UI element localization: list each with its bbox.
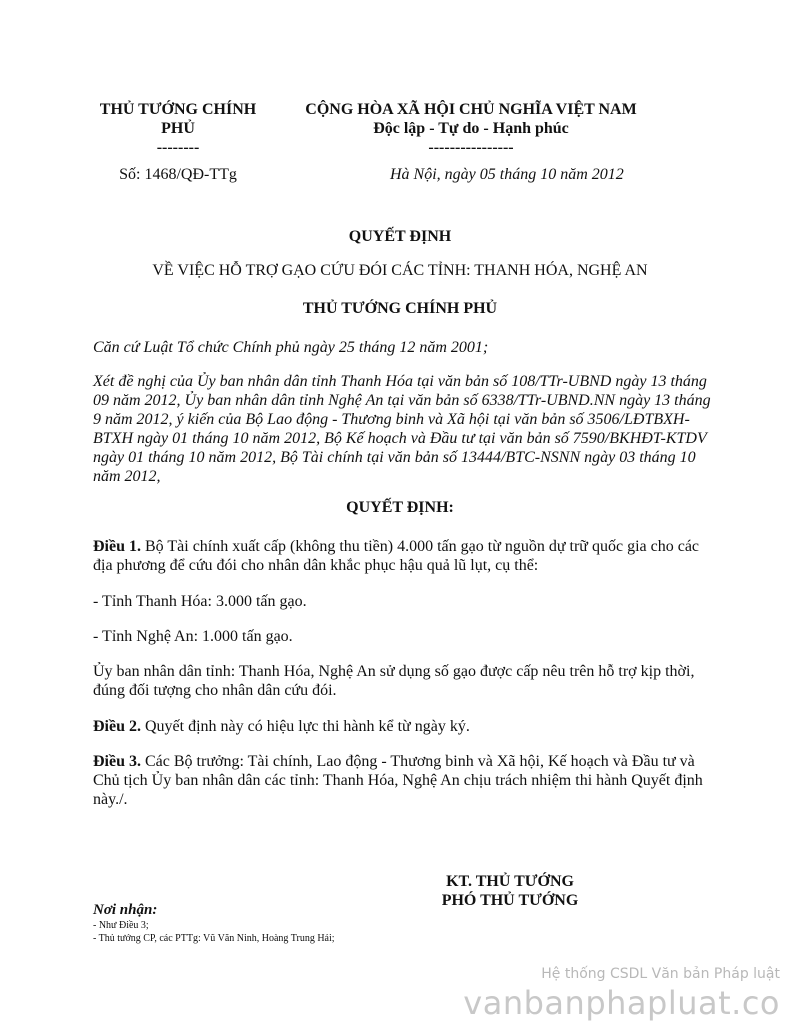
legal-basis-paragraph-line: năm 2012, [93,468,161,485]
national-motto-block [276,100,666,157]
article-3-text: Các Bộ trưởng: Tài chính, Lao động - Thương binh và Xã hội, Kế hoạch và Đầu tư và [141,753,695,770]
issuing-authority-title: THỦ TƯỚNG CHÍNH PHỦ [302,300,498,317]
signature-block [400,872,620,910]
issuing-authority-block [88,100,268,157]
issuing-authority-line1: THỦ TƯỚNG CHÍNH [99,101,257,118]
article-2-text: Quyết định này có hiệu lực thi hành kể từ ngày ký. [141,718,470,735]
legal-basis-paragraph-line: Xét đề nghị của Ủy ban nhân dân tỉnh Thanh Hóa tại văn bản số 108/TTr-UBND ngày 13 tháng [93,373,707,390]
recipient-item: - Thủ tướng CP, các PTTg: Vũ Văn Ninh, Hoàng Trung Hải; [93,933,335,944]
national-motto: Độc lập - Tự do - Hạnh phúc [373,120,569,137]
article-1-note [93,662,713,700]
article-1-note-line: đúng đối tượng cho nhân dân cứu đói. [93,682,337,699]
article-3-line: Chủ tịch Ủy ban nhân dân các tỉnh: Thanh Hóa, Nghệ An chịu trách nhiệm thi hành Quyết định [93,772,703,789]
allocation-item-thanh-hoa: - Tỉnh Thanh Hóa: 3.000 tấn gạo. [93,593,307,610]
article-3 [93,752,713,809]
article-3-line [93,752,713,771]
recipient-item: - Như Điều 3; [93,920,149,931]
decides-heading: QUYẾT ĐỊNH: [346,499,454,516]
recipients-heading: Nơi nhận: [93,902,158,918]
legal-basis-paragraph-line: ngày 01 tháng 10 năm 2012, Bộ Tài chính tại văn bản số 13444/BTC-NSNN ngày 03 tháng 10 [93,449,696,466]
document-type-title: QUYẾT ĐỊNH [348,228,452,245]
allocation-item-nghe-an: - Tỉnh Nghệ An: 1.000 tấn gạo. [93,628,293,645]
article-1-text: Bộ Tài chính xuất cấp (không thu tiền) 4.000 tấn gạo từ nguồn dự trữ quốc gia cho các [141,538,700,555]
article-1-line: địa phương để cứu đói cho nhân dân khắc phục hậu quả lũ lụt, cụ thể: [93,557,539,574]
legal-basis-paragraph-line: 09 năm 2012, Ủy ban nhân dân tỉnh Nghệ An tại văn bản số 6338/TTr-UBND.NN ngày 13 tháng [93,392,711,409]
issuing-authority-line2: PHỦ [161,120,195,137]
article-1-line [93,537,713,556]
issuing-authority-divider: -------- [156,139,200,156]
legal-basis-paragraph-line: 9 năm 2012, ý kiến của Bộ Lao động - Thương binh và Xã hội tại văn bản số 3506/LĐTBXH- [93,411,690,428]
document-subject: VỀ VIỆC HỖ TRỢ GẠO CỨU ĐÓI CÁC TỈNH: THANH HÓA, NGHỆ AN [152,262,648,279]
article-1-note-line: Ủy ban nhân dân tỉnh: Thanh Hóa, Nghệ An sử dụng số gạo được cấp nêu trên hỗ trợ kịp thời, [93,663,695,680]
article-3-line: này./. [93,791,128,808]
legal-basis-line: Căn cứ Luật Tổ chức Chính phủ ngày 25 tháng 12 năm 2001; [93,339,489,356]
signature-title-line1: KT. THỦ TƯỚNG [446,873,574,890]
national-motto-divider: ---------------- [428,139,514,156]
place-date: Hà Nội, ngày 05 tháng 10 năm 2012 [390,166,624,183]
document-number: Số: 1468/QĐ-TTg [119,166,237,183]
legal-basis-paragraph-line: BTXH ngày 01 tháng 10 năm 2012, Bộ Kế hoạch và Đầu tư tại văn bản số 7590/BKHĐT-KTDV [93,430,707,447]
article-2-label: Điều 2. [93,718,141,735]
watermark-site-link[interactable]: vanbanphapluat.co [463,984,780,1022]
signature-title-line2: PHÓ THỦ TƯỚNG [441,892,579,909]
article-2 [93,717,713,736]
article-1-label: Điều 1. [93,538,141,555]
legal-basis-paragraph [93,372,713,486]
article-3-label: Điều 3. [93,753,141,770]
watermark-system-name: Hệ thống CSDL Văn bản Pháp luật [541,966,780,982]
article-1 [93,537,713,575]
national-name: CỘNG HÒA XÃ HỘI CHỦ NGHĨA VIỆT NAM [305,101,637,118]
